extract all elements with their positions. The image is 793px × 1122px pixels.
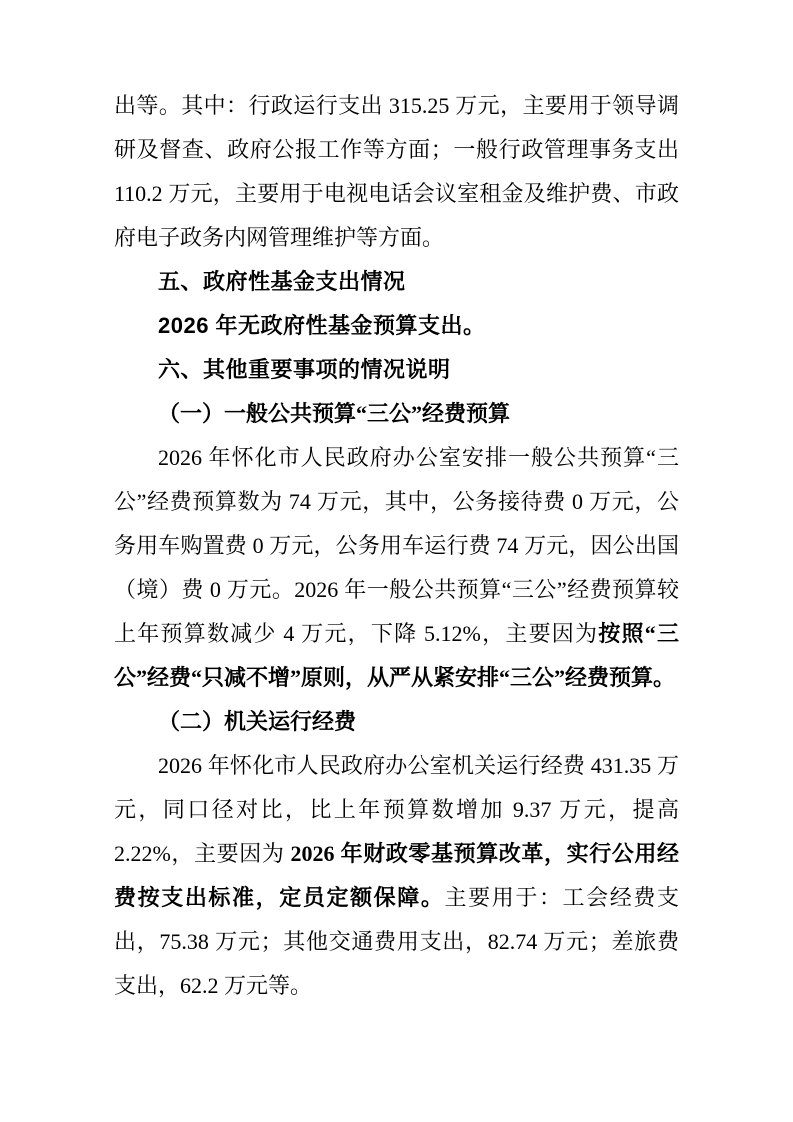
text-run: 2026 年怀化市人民政府办公室安排一般公共预算“三公”经费预算数为 74 万元，其中，公务接待费 0 万元，公务用车购置费 0 万元，公务用车运行费 74 万元，因公出国（境）费 0 万元。2026 年一般公共预算“三公”经费预算较上年预算数减少 4 万元，下降 5.12%，主要因为 [114,445,679,646]
bold-text-run: 2026 年财政零基预算改革，实行公用经费按支出标准，定员定额保障。 [114,841,679,910]
text-run: 出等。其中：行政运行支出 315.25 万元，主要用于领导调研及督查、政府公报工作等方面；一般行政管理事务支出 110.2 万元，主要用于电视电话会议室租金及维护费、市政府电子政务内网管理维护等方面。 [114,93,679,250]
text-run: 2026 年怀化市人民政府办公室机关运行经费 431.35 万元，同口径对比，比上年预算数增加 9.37 万元，提高 2.22%，主要因为 [114,753,679,866]
subsection-heading-2 [114,700,679,744]
bold-text-run: （二）机关运行经费 [158,709,357,734]
bold-text-run: 按照“三公”经费“只减不增”原则，从严从紧安排“三公”经费预算。 [114,621,679,690]
bold-text-run: （一）一般公共预算“三公”经费预算 [158,401,511,426]
document-body [114,84,679,1008]
text-run: 主要用于：工会经费支出，75.38 万元；其他交通费用支出，82.74 万元；差旅费支出，62.2 万元等。 [114,885,679,998]
section-heading-6 [114,348,679,392]
bold-text-run: 2026 年无政府性基金预算支出。 [158,313,486,338]
bold-text-run: 五、政府性基金支出情况 [158,269,406,294]
bold-text-run: 六、其他重要事项的情况说明 [158,357,451,382]
statement-no-government-fund [114,304,679,348]
subsection-heading-1 [114,392,679,436]
section-heading-5 [114,260,679,304]
paragraph-operating-funds [114,744,679,1008]
paragraph-admin-expenditure-continuation [114,84,679,260]
paragraph-sangong-budget [114,436,679,700]
